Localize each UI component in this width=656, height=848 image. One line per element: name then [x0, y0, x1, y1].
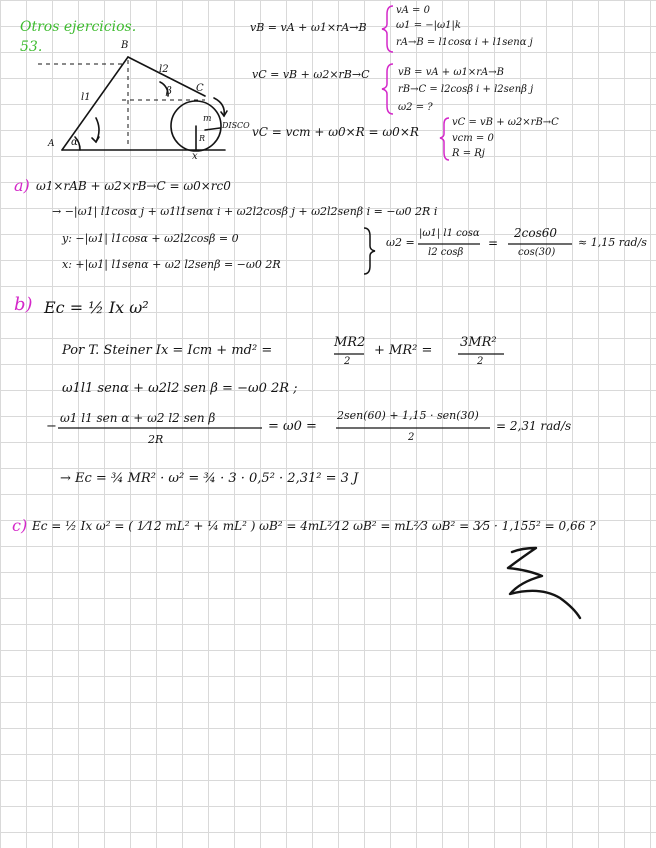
- vb-condition-3: rA→B = l1cosα i + l1senα j: [396, 37, 533, 48]
- part-c-eq: Ec = ½ Ix ω² = ( 1⁄12 mL² + ¼ mL² ) ωB² = 4mL²⁄12 ωB² = mL²⁄3 ωB² = 3⁄5 · 1,155² = 0,66 ?: [32, 519, 596, 533]
- vb-condition-2: ω1 = −|ω1|k: [396, 20, 461, 31]
- label-l2: l2: [159, 64, 169, 75]
- omega2-frac2-num: 2cos60: [514, 226, 558, 240]
- part-a-eq-y: y: −|ω1| l1cosα + ω2l2cosβ = 0: [62, 232, 239, 245]
- omega2-frac1-num: |ω1| l1 cosα: [419, 228, 480, 239]
- w0-mid: = ω0 =: [268, 419, 317, 434]
- omega2-frac1-den: l2 cosβ: [428, 247, 464, 258]
- w0-value: = 2,31 rad/s: [496, 419, 572, 433]
- vc2-condition-3: R = Rj: [452, 148, 485, 159]
- eq-vb: vB = vA + ω1×rA→B: [250, 21, 367, 34]
- label-alpha: α: [71, 137, 78, 148]
- w0-f2-den: 2: [408, 432, 415, 443]
- part-b-ec: Ec = ½ Ix ω²: [44, 298, 149, 317]
- steiner-f1-den: 2: [344, 356, 351, 367]
- label-r: R: [199, 134, 206, 143]
- omega2-value: ≈ 1,15 rad/s: [578, 236, 647, 249]
- w0-f1-num: ω1 l1 sen α + ω2 l2 sen β: [60, 411, 216, 425]
- part-a-eq2: → −|ω1| l1cosα j + ω1l1senα i + ω2l2cosβ j + ω2l2senβ i = −ω0 2R i: [52, 205, 438, 218]
- label-disco: DISCO: [222, 121, 250, 130]
- omega-relation: ω1l1 senα + ω2l2 sen β = −ω0 2R ;: [62, 381, 298, 396]
- part-c-marker: c): [12, 516, 28, 535]
- steiner-f1-num: MR2: [334, 335, 366, 350]
- steiner-f2-den: 2: [477, 356, 484, 367]
- label-l1: l1: [81, 92, 91, 103]
- eq-vc: vC = vB + ω2×rB→C: [252, 68, 370, 81]
- w0-f1-den: 2R: [148, 433, 164, 446]
- equals-sign: =: [488, 236, 499, 250]
- label-x: x: [192, 151, 198, 162]
- vc-condition-1: vB = vA + ω1×rA→B: [398, 67, 504, 78]
- steiner-f2-num: 3MR²: [460, 335, 497, 350]
- part-a-eq-x: x: +|ω1| l1senα + ω2 l2senβ = −ω0 2R: [62, 258, 281, 271]
- label-c: C: [196, 83, 204, 94]
- label-beta: β: [166, 86, 172, 97]
- label-a: A: [48, 139, 55, 149]
- omega2-lhs: ω2 =: [386, 236, 415, 249]
- w0-f2-num: 2sen(60) + 1,15 · sen(30): [337, 409, 479, 422]
- label-b: B: [121, 40, 129, 51]
- ec-result: → Ec = ¾ MR² · ω² = ¾ · 3 · 0,5² · 2,31² = 3 J: [60, 471, 359, 486]
- part-a-eq1: ω1×rAB + ω2×rB→C = ω0×rc0: [36, 179, 231, 193]
- vc-condition-2: rB→C = l2cosβ i + l2senβ j: [398, 84, 534, 95]
- omega2-frac2-den: cos(30): [518, 247, 556, 258]
- vb-condition-1: vA = 0: [396, 5, 430, 16]
- steiner-prefix: Por T. Steiner Ix = Icm + md² =: [62, 343, 273, 358]
- vc2-condition-1: vC = vB + ω2×rB→C: [452, 117, 559, 128]
- vc-condition-3: ω2 = ?: [398, 102, 433, 113]
- exercise-number: 53.: [20, 39, 43, 55]
- eq-vc2: vC = vcm + ω0×R = ω0×R: [252, 125, 419, 139]
- part-b-marker: b): [14, 294, 33, 315]
- vc2-condition-2: vcm = 0: [452, 133, 494, 144]
- page-title: Otros ejercicios.: [20, 19, 137, 35]
- part-a-marker: a): [14, 176, 30, 195]
- label-m: m: [203, 114, 212, 124]
- w0-prefix: −: [46, 419, 57, 434]
- steiner-mid: + MR² =: [374, 343, 433, 358]
